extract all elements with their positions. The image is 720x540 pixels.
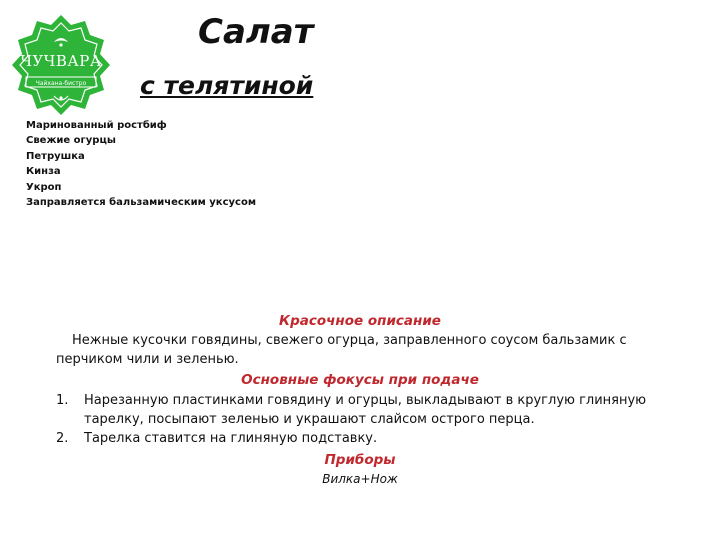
- ingredient-item: Укроп: [26, 181, 62, 193]
- cutlery-heading: Приборы: [324, 452, 396, 468]
- ingredient-item: Кинза: [26, 166, 61, 178]
- step-text: Тарелка ставится на глиняную подставку.: [84, 431, 378, 446]
- dish-subtitle: с телятиной: [140, 71, 314, 100]
- serving-step: [56, 429, 656, 448]
- step-number: 1.: [56, 393, 69, 408]
- restaurant-logo: [8, 12, 114, 118]
- step-number: 2.: [56, 431, 69, 446]
- ingredient-item: Маринованный ростбиф: [26, 120, 167, 131]
- serving-heading: Основные фокусы при подаче: [241, 372, 479, 388]
- serving-step: [56, 391, 656, 429]
- ingredient-item: Петрушка: [26, 150, 85, 162]
- description-text: [56, 331, 656, 369]
- description-body: Нежные кусочки говядины, свежего огурца, заправленного соусом бальзамик с перчиком чили и зеленью.: [56, 333, 627, 367]
- logo-name: ЧУЧВАРА: [20, 52, 102, 70]
- cutlery-text: Вилка+Нож: [322, 472, 398, 486]
- ingredient-item: Свежие огурцы: [26, 135, 116, 147]
- description-heading: Красочное описание: [279, 313, 441, 329]
- ingredients-list: [26, 118, 256, 210]
- dish-title: Салат: [198, 12, 314, 52]
- logo-subtitle: Чайхана-бистро: [35, 80, 87, 87]
- serving-steps-list: [56, 391, 656, 448]
- step-text: Нарезанную пластинками говядину и огурцы, выкладывают в круглую глиняную тарелку, посыпают зеленью и украшают слайсом острого перца.: [84, 393, 647, 427]
- ingredient-item: Заправляется бальзамическим уксусом: [26, 197, 257, 209]
